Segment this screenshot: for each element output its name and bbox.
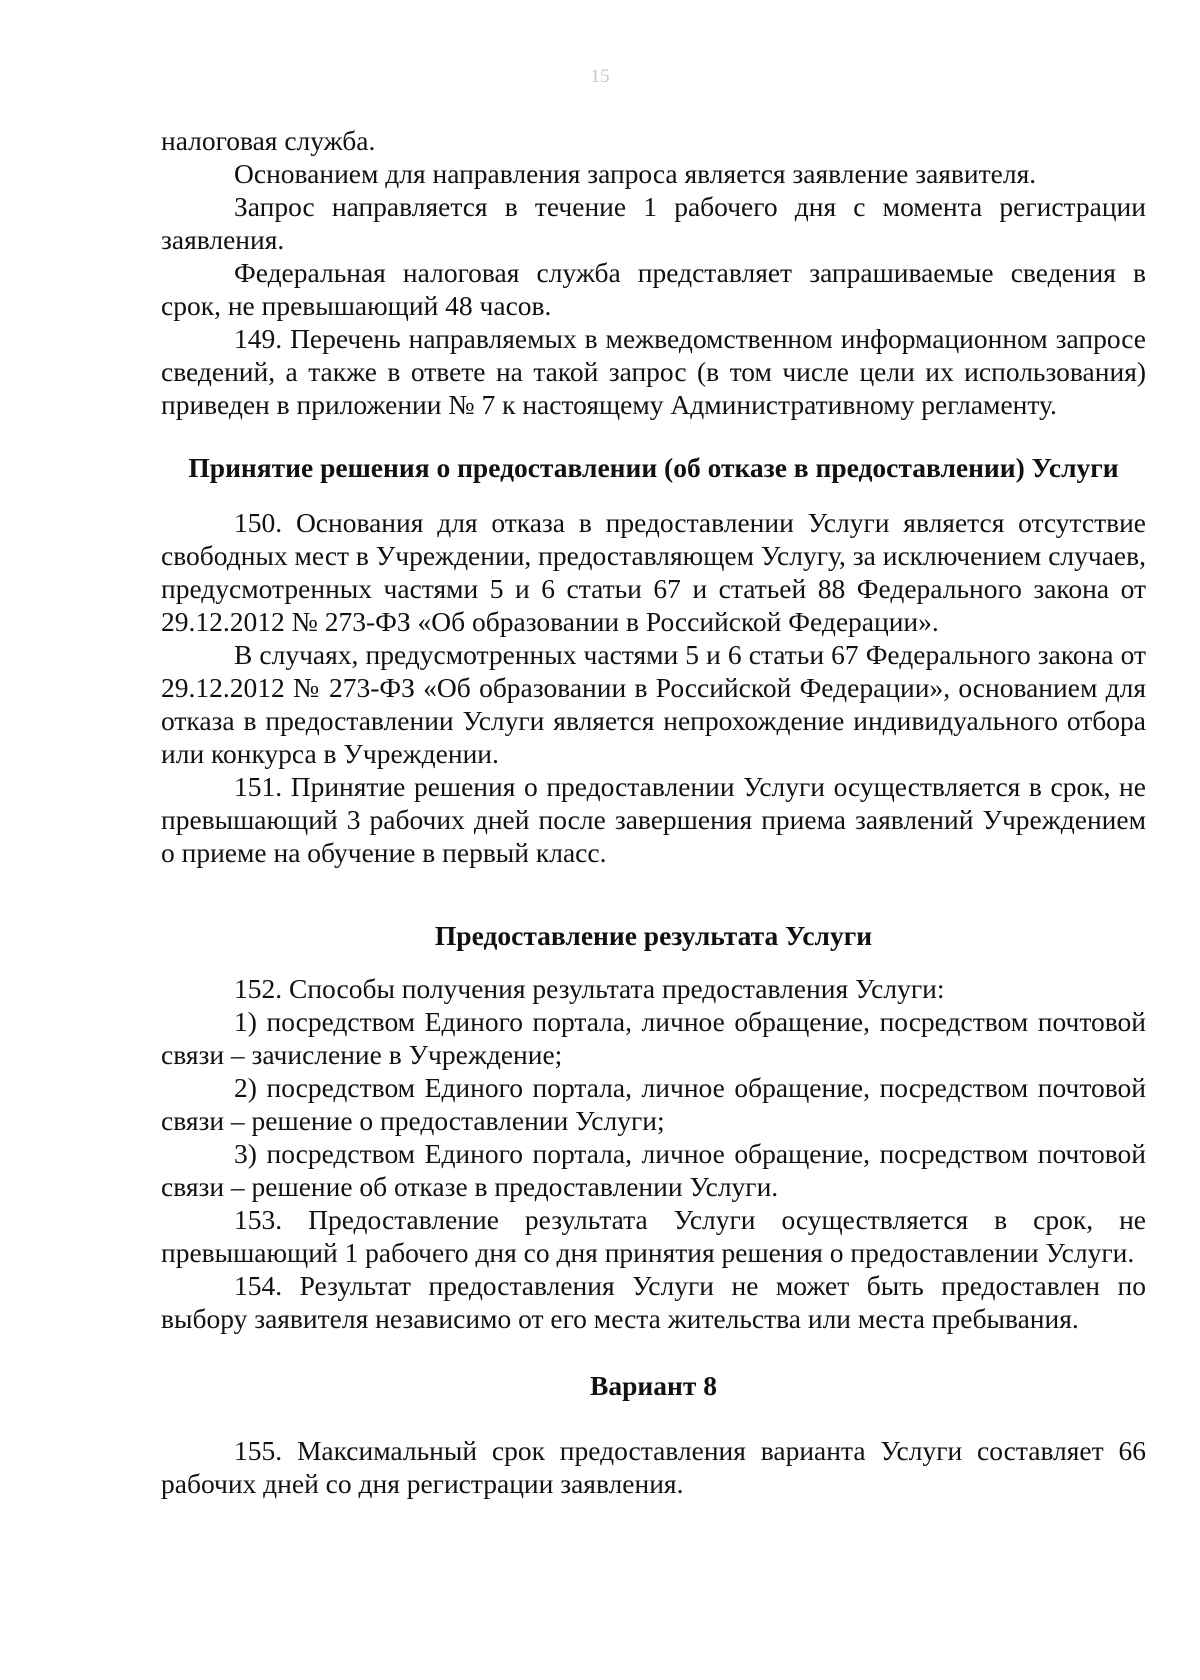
paragraph-151: 151. Принятие решения о предоставлении Услуги осуществляется в срок, не превышающий 3 рабочих дней после завершения приема заявлений Учреждением о приеме на обучение в первый класс. [161, 771, 1146, 868]
paragraph-155: 155. Максимальный срок предоставления варианта Услуги составляет 66 рабочих дней со дня регистрации заявления. [161, 1435, 1146, 1499]
paragraph: налоговая служба. [161, 125, 376, 156]
paragraph-149: 149. Перечень направляемых в межведомственном информационном запросе сведений, а также в ответе на такой запрос (в том числе цели их использования) приведен в приложении № 7 к настоящему Административному регламенту. [161, 323, 1146, 420]
paragraph-154: 154. Результат предоставления Услуги не может быть предоставлен по выбору заявителя независимо от его места жительства или места пребывания. [161, 1270, 1146, 1334]
paragraph-152: 152. Способы получения результата предоставления Услуги: [234, 973, 945, 1004]
paragraph: Федеральная налоговая служба представляет запрашиваемые сведения в срок, не превышающий 48 часов. [161, 257, 1146, 321]
list-item: 3) посредством Единого портала, личное обращение, посредством почтовой связи – решение об отказе в предоставлении Услуги. [161, 1138, 1146, 1202]
list-item: 1) посредством Единого портала, личное обращение, посредством почтовой связи – зачисление в Учреждение; [161, 1006, 1146, 1070]
section-heading-decision: Принятие решения о предоставлении (об отказе в предоставлении) Услуги [188, 452, 1119, 483]
paragraph: В случаях, предусмотренных частями 5 и 6 статьи 67 Федерального закона от 29.12.2012 № 273-ФЗ «Об образовании в Российской Федерации», основанием для отказа в предоставлении Услуги является непрохождение индивидуального отбора или конкурса в Учреждении. [161, 639, 1146, 769]
section-heading-result: Предоставление результата Услуги [434, 920, 873, 951]
paragraph-153: 153. Предоставление результата Услуги осуществляется в срок, не превышающий 1 рабочего дня со дня принятия решения о предоставлении Услуги. [161, 1204, 1146, 1268]
paragraph-150: 150. Основания для отказа в предоставлении Услуги является отсутствие свободных мест в Учреждении, предоставляющем Услугу, за исключением случаев, предусмотренных частями 5 и 6 статьи 67 и статьей 88 Федерального закона от 29.12.2012 № 273-ФЗ «Об образовании в Российской Федерации». [161, 507, 1146, 637]
document-body [161, 124, 1146, 1500]
paragraph: Основанием для направления запроса является заявление заявителя. [234, 158, 1037, 189]
section-heading-variant: Вариант 8 [590, 1370, 717, 1401]
page-number: 15 [590, 66, 610, 87]
list-item: 2) посредством Единого портала, личное обращение, посредством почтовой связи – решение о предоставлении Услуги; [161, 1072, 1146, 1136]
paragraph: Запрос направляется в течение 1 рабочего дня с момента регистрации заявления. [161, 191, 1146, 255]
